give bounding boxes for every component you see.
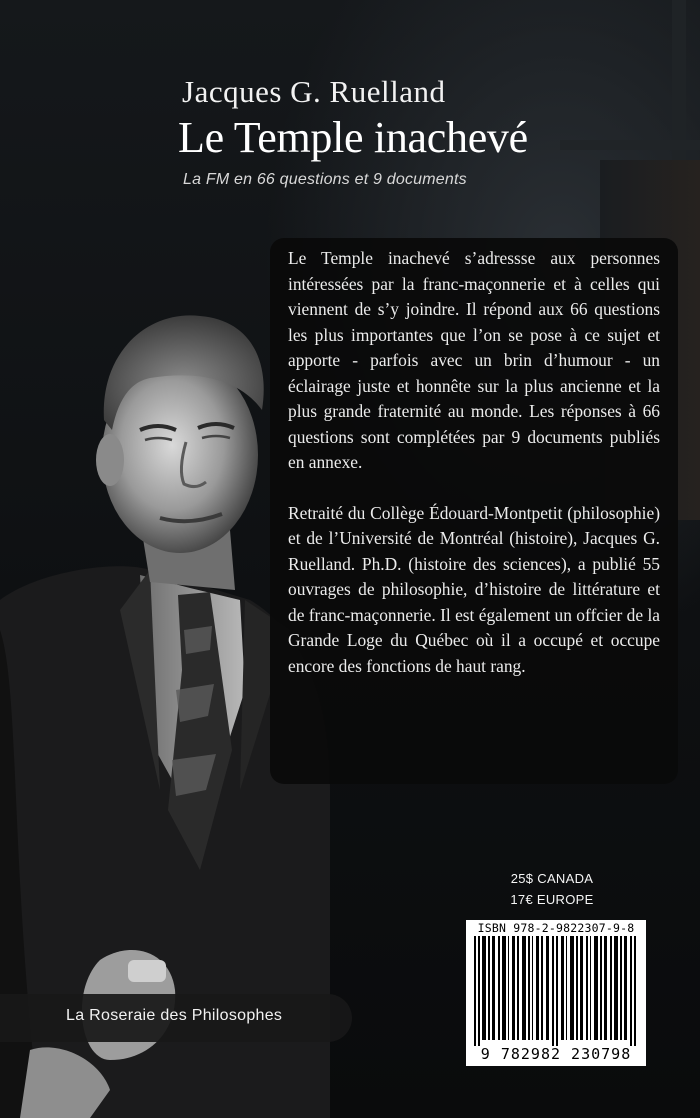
book-title: Le Temple inachevé (178, 113, 528, 162)
blurb-paragraph-summary: Le Temple inachevé s’adressse aux personnes intéressées par la franc-maçonnerie et à celles qui viennent de s’y joindre. Il répond aux 66 questions les plus importantes que l’on se pose à ce sujet et apporte - parfois avec un brin d’humour - un éclairage juste et honnête sur la plus ancienne et la plus grande fraternité au monde. Les réponses à 66 questions sont complétées par 9 documents publiés en annexe. (288, 248, 660, 472)
book-subtitle: La FM en 66 questions et 9 documents (183, 171, 467, 188)
background-frame-bar (560, 140, 700, 150)
blurb-paragraph-author-bio: Retraité du Collège Édouard-Montpetit (philosophie) et de l’Université de Montréal (histoire), Jacques G. Ruelland. Ph.D. (histoire des sciences), a publié 55 ouvrages de philosophie, d’histoire de littérature et de franc-maçonnerie. Il est également un offcier de la Grande Loge du Québec où il a occupé et occupe encore des fonctions de haut rang. (288, 502, 660, 676)
blurb-panel (270, 238, 678, 784)
price-box (468, 868, 636, 910)
price-canada: 25$ CANADA (510, 871, 594, 886)
publisher-name: La Roseraie des Philosophes (66, 1007, 283, 1024)
isbn-digits: 9 782982 230798 (480, 1045, 632, 1063)
background-frame (672, 0, 686, 160)
price-europe: 17€ EUROPE (510, 892, 594, 907)
isbn-barcode (466, 920, 646, 1066)
publisher-banner (0, 994, 352, 1042)
author-name: Jacques G. Ruelland (182, 74, 446, 109)
isbn-label: ISBN 978-2-9822307-9-8 (477, 921, 635, 935)
barcode-bars (474, 936, 638, 1046)
